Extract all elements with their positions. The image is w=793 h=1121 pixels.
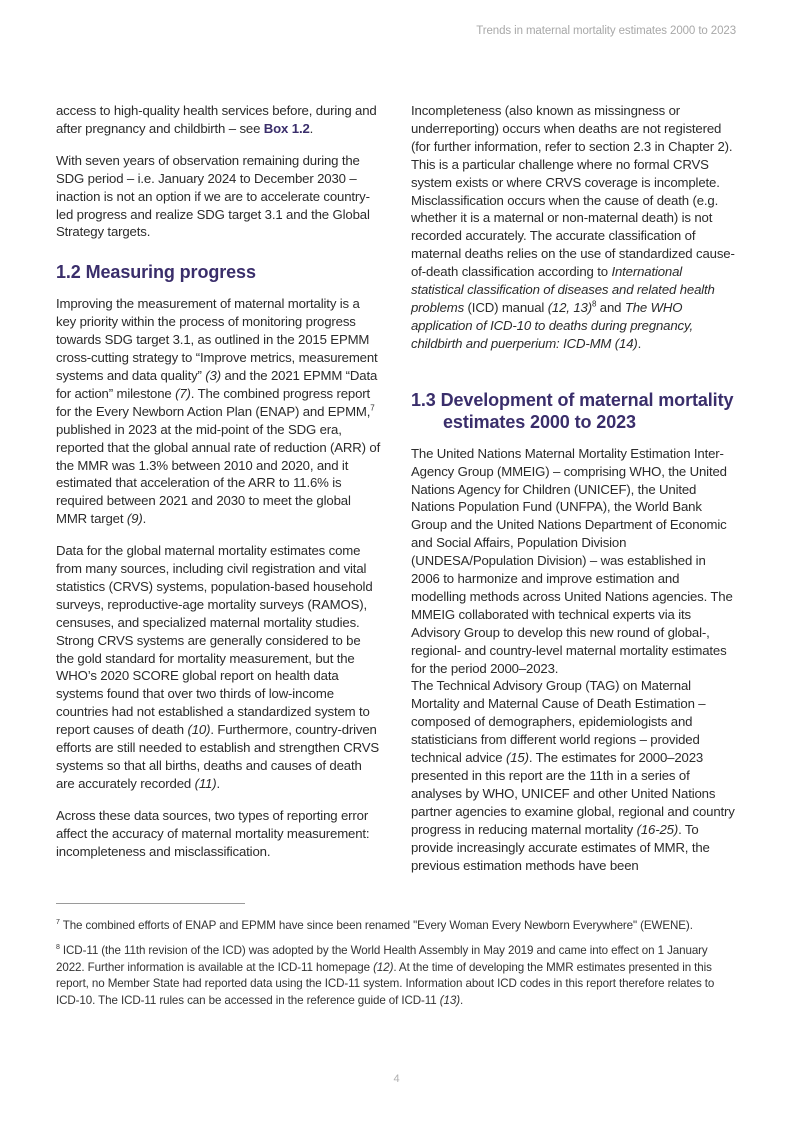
paragraph-text: . Furthermore, country-driven efforts are still needed to establish and strengthen CRVS systems so that all births, deaths and causes of death are accurately recorded (56, 722, 380, 791)
citation-7[interactable]: (7) (175, 385, 191, 401)
citation-15[interactable]: (15) (505, 750, 529, 766)
citation-13[interactable]: (13) (439, 994, 460, 1008)
paragraph-improving-measurement (56, 295, 381, 528)
footnote-marker-7[interactable]: 7 (370, 403, 375, 413)
punctuation: . (637, 335, 642, 351)
icd-title: International statistical classification of diseases and related health problems (411, 264, 715, 315)
paragraph-data-sources (56, 542, 381, 793)
paragraph-text: Data for the global maternal mortality estimates come from many sources, including civil registration and vital statistics (CRVS) systems, population-based household surveys, reproductive-age mortality surveys (RAMOS), censuses, and specialized maternal mortality studies. Strong CRVS systems are generally considered to be the gold standard for mortality measurement, but the WHO’s 2020 SCORE global report on health data systems found that over two thirds of low-income countries had not established a standardized system to report causes of death (56, 543, 373, 738)
icd-mm-title: The WHO application of ICD-10 to deaths during pregnancy, childbirth and puerperium: ICD-MM (14) (411, 299, 693, 351)
citation-11[interactable]: (11) (194, 775, 217, 791)
paragraph-incompleteness (411, 102, 736, 353)
running-header-title: Trends in maternal mortality estimates 2000 to 2023 (476, 25, 736, 37)
left-column (56, 102, 381, 861)
paragraph-text: . The estimates for 2000–2023 presented in this report are the 11th in a series of analyses by WHO, UNICEF and other United Nations partner agencies to examine global, regional and country progress in reducing maternal mortality (411, 750, 735, 837)
page-number: 4 (393, 1073, 400, 1085)
footnote-text: The combined efforts of ENAP and EPMM have since been renamed "Every Woman Every Newborn Everywhere" (EWENE). (59, 919, 693, 932)
footnote-8 (56, 943, 736, 1010)
paragraph-text: . To provide increasingly accurate estimates of MMR, the previous estimation methods have been (411, 821, 710, 873)
box-1-2-link[interactable]: Box 1.2 (263, 120, 310, 136)
paragraph-text: and (596, 299, 625, 315)
paragraph-text: access to high-quality health services before, during and after pregnancy and childbirth – see (56, 103, 377, 136)
footnote-divider (56, 903, 245, 904)
paragraph-seven-years: With seven years of observation remaining during the SDG period – i.e. January 2024 to December 2030 – inaction is not an option if we are to accelerate country-led progress and realize SDG target 3.1 and the Global Strategy targets. (56, 152, 370, 240)
punctuation: . (142, 511, 147, 527)
footnote-text: ICD-11 (the 11th revision of the ICD) was adopted by the World Health Assembly in May 2019 and came into effect on 1 January 2022. Further information is available at the ICD-11 homepage (56, 943, 708, 974)
paragraph-mmeig: The United Nations Maternal Mortality Estimation Inter-Agency Group (MMEIG) – comprising WHO, the United Nations Agency for Children (UNICEF), the United Nations Population Fund (UNFPA), the World Bank Group and the United Nations Department of Economic and Social Affairs, Population Division (UNDESA/Population Division) – was established in 2006 to harmonize and improve estimation and modelling methods across United Nations agencies. The MMEIG collaborated with technical experts via its Advisory Group to develop this new round of global-, regional- and country-level maternal mortality estimates for the period 2000–2023. (411, 445, 733, 676)
citation-16-25[interactable]: (16-25) (636, 821, 679, 837)
section-heading-1-3: 1.3 Development of maternal mortality estimates 2000 to 2023 (411, 389, 734, 432)
paragraph-text: The Technical Advisory Group (TAG) on Maternal Mortality and Maternal Cause of Death Estimation – composed of demographers, epidemiologists and statisticians from different world regions – provided technical advice (411, 678, 706, 766)
paragraph-text: Incompleteness (also known as missingness or underreporting) occurs when deaths are not registered (for further information, refer to section 2.3 in Chapter 2). This is a particular challenge where no formal CRVS system exists or where CRVS coverage is incomplete. Misclassification occurs when the cause of death (e.g. whether it is a maternal or non-maternal death) is not recorded accurately. The accurate classification of maternal deaths relies on the use of standardized cause-of-death classification according to (411, 103, 735, 280)
section-heading-1-2: 1.2 Measuring progress (56, 262, 256, 283)
citation-12[interactable]: (12) (373, 960, 394, 974)
right-column (411, 102, 736, 874)
paragraph-text: (ICD) manual (464, 299, 548, 315)
punctuation: . (309, 120, 314, 136)
citation-12-13[interactable]: (12, 13) (547, 299, 592, 315)
footnotes (56, 918, 736, 1018)
punctuation: . (216, 775, 220, 791)
paragraph-text: and the 2021 EPMM “Data for action” milestone (56, 367, 378, 401)
citation-10[interactable]: (10) (187, 722, 211, 738)
footnote-text: . At the time of developing the MMR estimates presented in this report, no Member State had reported data using the ICD-11 system. Information about ICD codes in this report therefore relates to ICD-10. The ICD-11 rules can be accessed in the reference guide of ICD-11 (56, 960, 715, 1008)
citation-9[interactable]: (9) (126, 511, 143, 527)
paragraph-tag (411, 677, 736, 874)
footnote-marker-8[interactable]: 8 (591, 299, 597, 309)
footnote-number: 8 (56, 943, 60, 951)
punctuation: . (459, 994, 464, 1008)
paragraph-text: published in 2023 at the mid-point of the SDG era, reported that the global annual rate of reduction (ARR) of the MMR was 1.3% between 2010 and 2020, and it estimated that acceleration of the ARR to 11.6% is required between 2021 and 2030 to meet the global MMR target (56, 421, 381, 527)
paragraph-access (56, 102, 381, 138)
paragraph-reporting-error: Across these data sources, two types of reporting error affect the accuracy of maternal mortality measurement: incompleteness and misclassification. (56, 807, 370, 859)
paragraph-text: Improving the measurement of maternal mortality is a key priority within the process of monitoring progress towards SDG target 3.1, as outlined in the 2015 EPMM cross-cutting strategy to “Improve metrics, measurement systems and data quality” (56, 296, 378, 383)
citation-3[interactable]: (3) (205, 367, 221, 383)
footnote-7 (56, 918, 736, 935)
footnote-number: 7 (56, 919, 60, 927)
paragraph-text: . The combined progress report for the Every Newborn Action Plan (ENAP) and EPMM, (56, 385, 371, 419)
